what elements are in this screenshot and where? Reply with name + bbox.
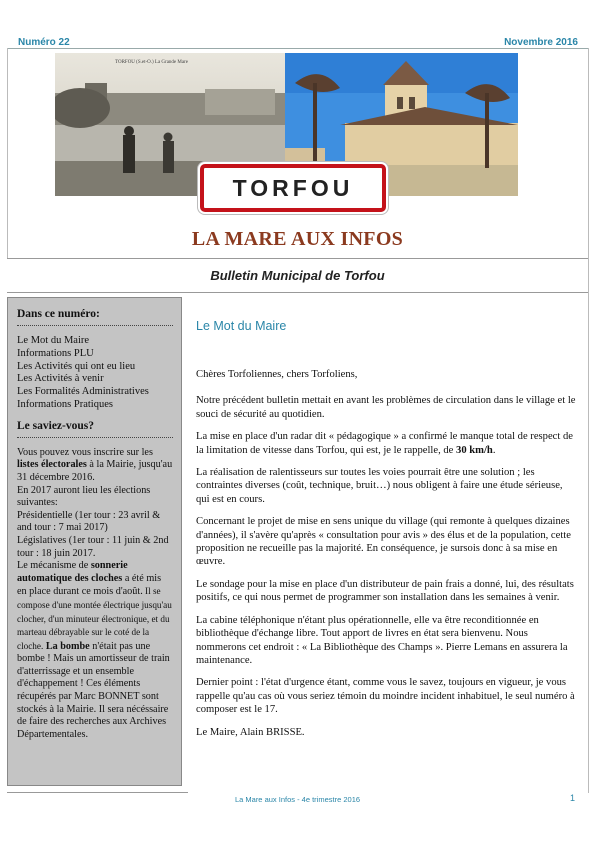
article-signature: Le Maire, Alain BRISSE. xyxy=(196,726,305,738)
toc-item[interactable]: Le Mot du Maire xyxy=(17,335,90,346)
article-paragraph: Concernant le projet de mise en sens unique du village (qui remonte à quelques dizaines d'années), il s'avère qu'après « consultation pour avis » des élus et de la population, cette proposition ne recueille pas la majorité. En conséquence, je sursois donc à sa mise en œuvre. xyxy=(196,516,571,568)
article-paragraph: Notre précédent bulletin mettait en avant les problèmes de circulation dans le village et le souci de sécurité au quotidien. xyxy=(196,395,576,420)
toc-item[interactable]: Les Formalités Administratives xyxy=(17,386,149,398)
torfou-town-sign xyxy=(200,164,386,212)
article-paragraph: La réalisation de ralentisseurs sur toutes les voies pourrait être une solution ; les contraintes diverses (coût, technique, bruit…) nous obligent à faire une étude sérieuse, qui est en cours. xyxy=(196,467,563,505)
page-number: 1 xyxy=(570,793,576,803)
toc-divider xyxy=(17,325,173,326)
footer-text: La Mare aux Infos - 4e trimestre 2016 xyxy=(234,795,361,804)
article-greeting: Chères Torfoliennes, chers Torfoliens, xyxy=(196,369,358,380)
mayor-article xyxy=(196,368,576,748)
subtitle-band xyxy=(7,258,588,293)
facts-heading: Le saviez-vous? xyxy=(17,419,94,432)
table-of-contents xyxy=(17,335,173,412)
article-heading: Le Mot du Maire xyxy=(196,319,287,333)
toc-heading: Dans ce numéro: xyxy=(17,308,100,320)
frame-right-rule xyxy=(588,48,589,793)
issue-number: Numéro 22 xyxy=(18,37,70,48)
article-paragraph: Le sondage pour la mise en place d'un distributeur de pain frais a donné, lui, des résultats positifs, ce qui nous permet de programmer son installation dans les semaines à venir. xyxy=(196,578,574,604)
facts-presidential: Présidentielle (1er tour : 23 avril & and tour : 7 mai 2017) xyxy=(17,509,161,534)
facts-electoral-lists: Vous pouvez vous inscrire sur les listes électorales à la Mairie, jusqu'au 31 décembre 2016. xyxy=(17,446,173,483)
newsletter-subtitle: Bulletin Municipal de Torfou xyxy=(210,268,385,283)
article-paragraph: Dernier point : l'état d'urgence étant, comme vous le savez, toujours en vigueur, je vous rappelle qu'au cas où vous seriez témoin du moindre incident inhabituel, le seul numéro à composer est le 17. xyxy=(196,677,575,716)
facts-legislative: Législatives (1er tour : 11 juin & 2nd tour : 18 juin 2017. xyxy=(17,534,169,559)
facts-bells: Le mécanisme de sonnerie automatique des cloches a été mis en place durant ce mois d'août. Il se compose d'une montée électrique jusqu'au clocher, d'un minuteur électronique, et du marteau débrayable sur le coté de la cloche. La bombe n'était pas une bombe ! Mais un amortisseur de train d'atterrissage et un ensemble d'échappement ! Ces éléments récupérés par Marc BONNET sont stockés à la Mairie. Il sera nécéssaire de faire des recherches aux Archives Départementales. xyxy=(17,560,172,740)
sign-text: TORFOU xyxy=(232,174,354,201)
frame-top-rule xyxy=(7,48,588,49)
issue-date: Novembre 2016 xyxy=(504,37,578,48)
toc-item[interactable]: Informations PLU xyxy=(17,347,94,359)
article-paragraph: La cabine téléphonique n'étant plus opérationnelle, elle va être reconditionnée en bibliothèque d'échange libre. Tout apport de livres en état sera bienvenu. Nous nommerons cet endroit : « La Bibliothèque des Champs ». Pierre Lemans en assurera la maintenance. xyxy=(196,614,568,666)
facts-divider xyxy=(17,437,173,438)
toc-item[interactable]: Informations Pratiques xyxy=(17,398,113,410)
article-paragraph: La mise en place d'un radar dit « pédagogique » a confirmé le manque total de respect de la limitation de vitesse dans Torfou, qui est, je le rappelle, de 30 km/h. xyxy=(196,431,573,456)
facts-text xyxy=(17,447,173,742)
postcard-caption: TORFOU (S.et-O.) La Grande Mare xyxy=(115,60,188,65)
newsletter-title: LA MARE AUX INFOS xyxy=(191,228,404,250)
frame-left-rule xyxy=(7,48,8,258)
toc-item[interactable]: Les Activités qui ont eu lieu xyxy=(17,360,136,372)
sidebar xyxy=(7,297,182,786)
toc-item[interactable]: Les Activités à venir xyxy=(17,373,104,385)
footer-rule xyxy=(7,792,188,793)
facts-elections-intro: En 2017 auront lieu les élections suivantes: xyxy=(17,484,151,509)
